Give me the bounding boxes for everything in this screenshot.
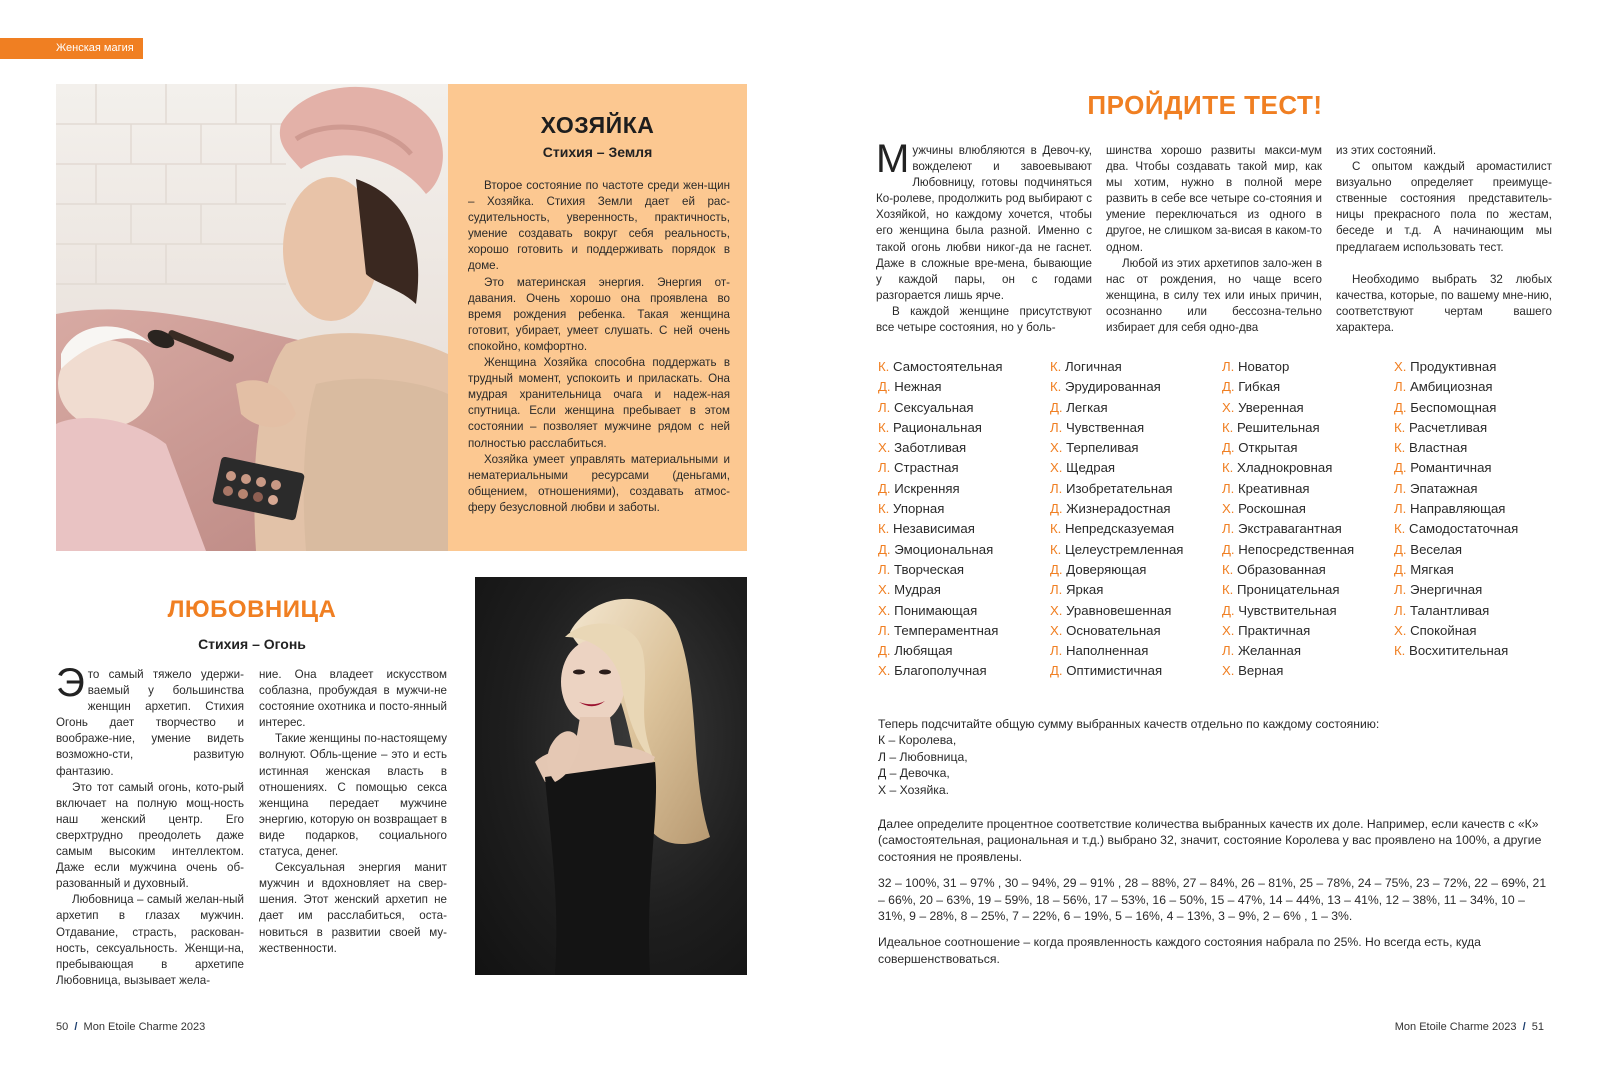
quality-item	[1394, 540, 1518, 560]
legend-item: Х – Хозяйка.	[878, 782, 950, 797]
quality-text: Непредсказуемая	[1065, 521, 1175, 537]
quality-letter: К.	[1222, 460, 1234, 476]
quality-text: Уверенная	[1238, 399, 1304, 415]
intro-col1-first: ужчины влюбляются в Девоч-ку, вожделеют и завоевывают Любовницу, готовы подчиняться Ко-ролеве, продолжить род выбирают с Хозяйкой, но каждому хочется, чтобы его женщина была разной. Именно с такой огонь любви никог-да не гаснет. Даже в сложные вре-мена, бывающие у каждой пары, он с годами разгорается лишь ярче.	[876, 144, 1092, 302]
quality-text: Талантливая	[1410, 602, 1490, 618]
quality-item	[1394, 499, 1518, 519]
quality-letter: Д.	[1050, 399, 1063, 415]
quality-letter: К.	[1222, 582, 1234, 598]
quality-item	[1050, 479, 1183, 499]
quality-item	[1050, 580, 1183, 600]
quality-text: Яркая	[1066, 582, 1104, 598]
quality-letter: Л.	[1394, 379, 1407, 395]
quality-letter: Х.	[1050, 460, 1063, 476]
photo-mother-daughter-illustration	[56, 84, 448, 551]
quality-item	[1050, 357, 1183, 377]
quality-item	[878, 377, 1003, 397]
quality-text: Самодостаточная	[1409, 521, 1519, 537]
quality-letter: К.	[1222, 561, 1234, 577]
quality-letter: К.	[878, 501, 890, 517]
quality-letter: Д.	[1222, 440, 1235, 456]
quality-item	[1050, 641, 1183, 661]
quality-item	[1222, 519, 1354, 539]
quality-letter: Х.	[1222, 663, 1235, 679]
intro-column-2	[1106, 143, 1322, 336]
photo-blonde-woman	[475, 577, 747, 975]
quality-text: Восхитительная	[1409, 643, 1509, 659]
quality-item	[1050, 458, 1183, 478]
legend-item: Л – Любовница,	[878, 749, 968, 764]
quality-letter: Л.	[1394, 480, 1407, 496]
quality-item	[1394, 418, 1518, 438]
quality-letter: Д.	[1050, 501, 1063, 517]
quality-item	[878, 580, 1003, 600]
quality-text: Непосредственная	[1238, 541, 1355, 557]
quality-letter: Д.	[878, 643, 891, 659]
qualities-column-3	[1222, 357, 1354, 682]
quality-item	[1394, 398, 1518, 418]
quality-text: Образованная	[1237, 561, 1326, 577]
quality-item	[1394, 601, 1518, 621]
intro-paragraph: Необходимо выбрать 32 любых качества, которые, по вашему мне-нию, соответствуют чертам вашего характера.	[1336, 272, 1552, 334]
quality-text: Доверяющая	[1066, 561, 1147, 577]
quality-letter: Д.	[878, 541, 891, 557]
quality-text: Логичная	[1065, 359, 1122, 374]
quality-letter: Л.	[1050, 643, 1063, 659]
quality-letter: Л.	[1050, 480, 1063, 496]
quality-item	[878, 479, 1003, 499]
lover-col2-first: ние. Она владеет искусством соблазна, пробуждая в мужчи-не состояние охотника и посто-янный интерес.	[259, 668, 447, 730]
quality-letter: Х.	[1222, 399, 1235, 415]
quality-item	[878, 357, 1003, 377]
intro-dropcap: М	[876, 137, 910, 181]
quality-letter: Х.	[1050, 440, 1063, 456]
footer-slash-right: /	[1519, 1021, 1529, 1033]
quality-text: Креативная	[1238, 480, 1310, 496]
legend-item: Д – Девочка,	[878, 766, 950, 781]
quality-item	[1222, 458, 1354, 478]
quality-letter: К.	[1050, 379, 1062, 395]
quality-text: Гибкая	[1238, 379, 1281, 395]
quality-text: Любящая	[894, 643, 953, 659]
instructions-percentages: 32 – 100%, 31 – 97% , 30 – 94%, 29 – 91% , 28 – 88%, 27 – 84%, 26 – 81%, 25 – 78%, 24 – 75%, 23 – 72%, 22 – 69%, 21 – 66%, 20 – 63%, 19 – 59%, 18 – 56%, 17 – 53%, 16 – 50%, 15 – 47%, 14 – 44%, 13 – 41%, 12 – 38%, 11 – 34%, 10 – 31%, 9 – 28%, 8 – 25%, 7 – 22%, 6 – 19%, 5 – 16%, 4 – 13%, 3 – 9%, 2 – 6% , 1 – 3%.	[878, 876, 1547, 924]
quality-text: Оптимистичная	[1066, 663, 1163, 679]
quality-text: Темпераментная	[894, 622, 999, 638]
quality-item	[1050, 540, 1183, 560]
quality-text: Проницательная	[1237, 582, 1340, 598]
quality-text: Жизнерадостная	[1066, 501, 1171, 517]
magazine-name-left: Mon Etoile Charme 2023	[83, 1021, 206, 1033]
lover-subtitle: Стихия – Огонь	[198, 636, 306, 652]
quality-letter: Л.	[1394, 501, 1407, 517]
quality-item	[1222, 560, 1354, 580]
quality-text: Чувствительная	[1238, 602, 1337, 618]
hostess-paragraph: Это материнская энергия. Энергия от-давания. Очень хорошо она проявлена во время рождения ребенка. Такая женщина готовит, убирает, умеет слушать. С ней очень спокойно, комфортно.	[468, 275, 730, 353]
quality-item	[1394, 621, 1518, 641]
quality-text: Щедрая	[1066, 460, 1116, 476]
intro-col2-first: шинства хорошо развиты макси-мум два. Чтобы создавать такой мир, как мы хотим, нужно в полной мере развить в себе все четыре со-стояния и умение переключаться из одного в другое, не слишком за-висая в каком-то одном.	[1106, 144, 1322, 254]
quality-letter: Х.	[878, 440, 891, 456]
quality-text: Страстная	[894, 460, 959, 476]
page-number-left: 50	[56, 1021, 69, 1033]
quality-item	[878, 601, 1003, 621]
quality-item	[1050, 519, 1183, 539]
quality-item	[878, 540, 1003, 560]
quality-letter: Д.	[1222, 379, 1235, 395]
magazine-name-right: Mon Etoile Charme 2023	[1394, 1021, 1517, 1033]
quality-text: Властная	[1409, 440, 1468, 456]
quality-text: Изобретательная	[1066, 480, 1173, 496]
quality-text: Сексуальная	[894, 399, 974, 415]
instructions-line1: Теперь подсчитайте общую сумму выбранных качеств отдельно по каждому состоянию:	[878, 717, 1380, 731]
quality-letter: Л.	[1222, 521, 1235, 537]
quality-letter: К.	[878, 359, 890, 374]
section-tag: Женская магия	[0, 38, 143, 59]
quality-item	[1050, 499, 1183, 519]
quality-letter: Х.	[1394, 359, 1407, 374]
quality-text: Эмоциональная	[894, 541, 994, 557]
quality-text: Беспомощная	[1410, 399, 1497, 415]
quality-text: Терпеливая	[1066, 440, 1139, 456]
right-footer	[1395, 1021, 1544, 1033]
quality-letter: Х.	[878, 602, 891, 618]
quality-item	[1222, 621, 1354, 641]
quality-item	[1050, 398, 1183, 418]
qualities-column-4	[1394, 357, 1518, 661]
quality-item	[1222, 499, 1354, 519]
quality-text: Благополучная	[894, 663, 987, 679]
hostess-paragraph: Хозяйка умеет управлять материальными и нематериальными ресурсами (деньгами, общением, отношениями), создавать атмос-феру безусловной любви и заботы.	[468, 452, 730, 514]
quality-letter: Д.	[1222, 541, 1235, 557]
intro-column-1	[876, 137, 1092, 336]
hostess-paragraph: Второе состояние по частоте среди жен-щин – Хозяйка. Стихия Земли дает ей рас-судительность, уверенность, практичность, умение создавать вокруг себя реальность, хорошо готовить и поддерживать порядок в доме.	[468, 179, 730, 273]
intro-paragraph: В каждой женщине присутствуют все четыре состояния, но у боль-	[876, 304, 1092, 335]
quality-letter: Д.	[1050, 561, 1063, 577]
quality-text: Заботливая	[894, 440, 967, 456]
instructions	[878, 716, 1550, 967]
quality-text: Наполненная	[1066, 643, 1149, 659]
quality-text: Самостоятельная	[893, 359, 1003, 374]
quality-text: Эрудированная	[1065, 379, 1161, 395]
quality-text: Искренняя	[894, 480, 960, 496]
quality-letter: Х.	[1222, 501, 1235, 517]
quality-letter: К.	[1050, 541, 1062, 557]
quality-letter: Л.	[1050, 419, 1063, 435]
quality-text: Энергичная	[1410, 582, 1483, 598]
hostess-title: ХОЗЯЙКА	[540, 112, 655, 138]
quality-letter: Д.	[878, 480, 891, 496]
quality-text: Практичная	[1238, 622, 1311, 638]
quality-text: Нежная	[894, 379, 942, 395]
quality-text: Спокойная	[1410, 622, 1477, 638]
instructions-para2: Далее определите процентное соответствие количества выбранных качеств их доле. Например, если качеств с «К» (самостоятельная, рациональная и т.д.) выбрано 32, значит, состояние Королева у вас проявлено на 100%, а другие состояния не проявлены.	[878, 817, 1542, 864]
quality-letter: Х.	[1050, 622, 1063, 638]
quality-item	[1222, 641, 1354, 661]
quality-item	[1222, 438, 1354, 458]
quality-item	[878, 661, 1003, 681]
quality-item	[1050, 621, 1183, 641]
test-title: ПРОЙДИТЕ ТЕСТ!	[1087, 90, 1323, 120]
quality-item	[1222, 540, 1354, 560]
quality-letter: Х.	[1050, 602, 1063, 618]
quality-letter: Л.	[878, 399, 891, 415]
quality-letter: Л.	[878, 622, 891, 638]
lover-paragraph: Сексуальная энергия манит мужчин и вдохновляет на свер-шения. Этот женский архетип не дает им расслабиться, оста-новиться в развитии своей му-жественности.	[259, 861, 447, 955]
quality-item	[878, 560, 1003, 580]
quality-item	[878, 621, 1003, 641]
quality-text: Независимая	[893, 521, 975, 537]
page-number-right: 51	[1531, 1021, 1544, 1033]
hostess-box	[448, 84, 747, 551]
quality-letter: Л.	[1050, 582, 1063, 598]
footer-slash-left: /	[71, 1021, 81, 1033]
quality-text: Веселая	[1410, 541, 1463, 557]
intro-paragraph: Любой из этих архетипов зало-жен в нас от рождения, но чаще всего женщина, в силу тех или иных причин, осознанно или бессозна-тельно избирает для себя одно-два	[1106, 256, 1322, 335]
quality-item	[1222, 377, 1354, 397]
quality-text: Чувственная	[1066, 419, 1145, 435]
intro-col3-first: из этих состояний.	[1336, 144, 1437, 157]
quality-item	[1050, 418, 1183, 438]
intro-column-3	[1336, 143, 1552, 336]
lover-title: ЛЮБОВНИЦА	[167, 596, 337, 623]
quality-text: Понимающая	[894, 602, 978, 618]
quality-text: Экстравагантная	[1238, 521, 1342, 537]
qualities-column-1	[878, 357, 1003, 682]
quality-text: Основательная	[1066, 622, 1161, 638]
quality-text: Уравновешенная	[1066, 602, 1172, 618]
quality-letter: Л.	[1394, 602, 1407, 618]
lover-paragraph: Такие женщины по-настоящему волнуют. Обль-щение – это и есть истинная женская власть в отношениях. С помощью секса женщина передает мужчине энергию, которую он возвращает в виде подарков, социального статуса, денег.	[259, 732, 447, 859]
quality-letter: К.	[1394, 440, 1406, 456]
quality-item	[1394, 438, 1518, 458]
quality-text: Целеустремленная	[1065, 541, 1184, 557]
lover-col1-first: то самый тяжело удержи-ваемый у большинства женщин архетип. Стихия Огонь дает творчество и воображе-ние, умение видеть возможно-сти, развитую фантазию.	[56, 668, 244, 778]
hostess-subtitle: Стихия – Земля	[542, 144, 653, 160]
quality-item	[1394, 479, 1518, 499]
quality-letter: К.	[878, 419, 890, 435]
quality-letter: Л.	[1394, 582, 1407, 598]
instructions-para4: Идеальное соотношение – когда проявленность каждого состояния набрала по 25%. Но всегда есть, куда совершенствоваться.	[878, 935, 1481, 966]
quality-item	[878, 499, 1003, 519]
quality-item	[1050, 438, 1183, 458]
quality-letter: Д.	[1050, 663, 1063, 679]
quality-letter: Д.	[1394, 541, 1407, 557]
quality-text: Открытая	[1238, 440, 1298, 456]
quality-item	[1050, 560, 1183, 580]
quality-text: Мудрая	[894, 582, 941, 598]
quality-item	[1394, 519, 1518, 539]
left-footer	[56, 1021, 205, 1033]
quality-letter: Л.	[1222, 643, 1235, 659]
quality-text: Амбициозная	[1410, 379, 1493, 395]
quality-item	[1394, 580, 1518, 600]
quality-text: Направляющая	[1410, 501, 1506, 517]
quality-item	[1222, 661, 1354, 681]
lover-dropcap: Э	[56, 661, 85, 705]
quality-item	[1394, 458, 1518, 478]
quality-text: Верная	[1238, 663, 1284, 679]
quality-text: Упорная	[893, 501, 945, 517]
quality-letter: Х.	[1394, 622, 1407, 638]
quality-letter: К.	[1394, 643, 1406, 659]
quality-item	[1222, 479, 1354, 499]
quality-item	[1222, 398, 1354, 418]
quality-letter: К.	[1222, 419, 1234, 435]
quality-letter: К.	[1050, 521, 1062, 537]
quality-item	[1394, 357, 1518, 377]
hostess-paragraph: Женщина Хозяйка способна поддержать в трудный момент, успокоить и приласкать. Она мудрая хранительница очага и надеж-ная спутница. Если женщина пребывает в этом состоянии – позволяет мужчине рядом с ней полностью расслабиться.	[468, 356, 730, 450]
quality-letter: Л.	[1222, 480, 1235, 496]
quality-letter: Л.	[1222, 359, 1235, 374]
quality-letter: Х.	[878, 663, 891, 679]
quality-item	[1394, 560, 1518, 580]
quality-text: Новатор	[1238, 359, 1290, 374]
quality-item	[1222, 601, 1354, 621]
lover-paragraph: Любовница – самый желан-ный архетип в глазах мужчин. Отдавание, страсть, раскован-ность, сексуальность. Женщи-на, пребывающая в архетипе Любовница, вызывает жела-	[56, 893, 244, 987]
quality-letter: К.	[1394, 521, 1406, 537]
quality-item	[1050, 377, 1183, 397]
quality-letter: Д.	[1394, 399, 1407, 415]
quality-item	[878, 519, 1003, 539]
quality-text: Мягкая	[1410, 561, 1454, 577]
lover-column-1	[56, 661, 244, 989]
quality-letter: К.	[878, 521, 890, 537]
quality-letter: Д.	[878, 379, 891, 395]
quality-text: Легкая	[1066, 399, 1108, 415]
hostess-text	[468, 178, 730, 516]
quality-text: Хладнокровная	[1237, 460, 1333, 476]
quality-letter: Х.	[878, 582, 891, 598]
quality-letter: Д.	[1222, 602, 1235, 618]
quality-item	[1394, 641, 1518, 661]
quality-item	[878, 641, 1003, 661]
quality-item	[1050, 661, 1183, 681]
quality-text: Продуктивная	[1410, 359, 1497, 374]
quality-letter: Л.	[878, 561, 891, 577]
quality-item	[878, 418, 1003, 438]
quality-letter: Д.	[1394, 561, 1407, 577]
quality-item	[1222, 418, 1354, 438]
quality-text: Творческая	[894, 561, 965, 577]
quality-text: Эпатажная	[1410, 480, 1478, 496]
quality-text: Расчетливая	[1409, 419, 1488, 435]
quality-item	[878, 458, 1003, 478]
quality-item	[1394, 377, 1518, 397]
quality-item	[878, 398, 1003, 418]
legend-item: К – Королева,	[878, 733, 957, 748]
quality-text: Желанная	[1238, 643, 1301, 659]
quality-text: Роскошная	[1238, 501, 1306, 517]
lover-paragraph: Это тот самый огонь, кото-рый включает на полную мощ-ность наш женский центр. Его сверхтрудно преодолеть даже самым высоким интеллектом. Даже если мужчина очень об-разованный и духовный.	[56, 780, 244, 891]
quality-item	[878, 438, 1003, 458]
quality-item	[1222, 580, 1354, 600]
quality-letter: Д.	[1394, 460, 1407, 476]
quality-text: Романтичная	[1410, 460, 1492, 476]
quality-text: Решительная	[1237, 419, 1320, 435]
lover-column-2	[259, 667, 447, 957]
quality-item	[1222, 357, 1354, 377]
photo-blonde-woman-illustration	[475, 577, 747, 975]
qualities-column-2	[1050, 357, 1183, 682]
quality-letter: Х.	[1222, 622, 1235, 638]
intro-paragraph: С опытом каждый аромастилист визуально определяет преимуще-ственные состояния представитель-ницы прекрасного пола по жестам, беседе и т.д. А начинающим мы предлагаем использовать тест.	[1336, 160, 1552, 254]
quality-item	[1050, 601, 1183, 621]
quality-text: Рациональная	[893, 419, 982, 435]
photo-mother-daughter	[56, 84, 448, 551]
quality-letter: К.	[1394, 419, 1406, 435]
quality-letter: Л.	[878, 460, 891, 476]
quality-letter: К.	[1050, 359, 1062, 374]
